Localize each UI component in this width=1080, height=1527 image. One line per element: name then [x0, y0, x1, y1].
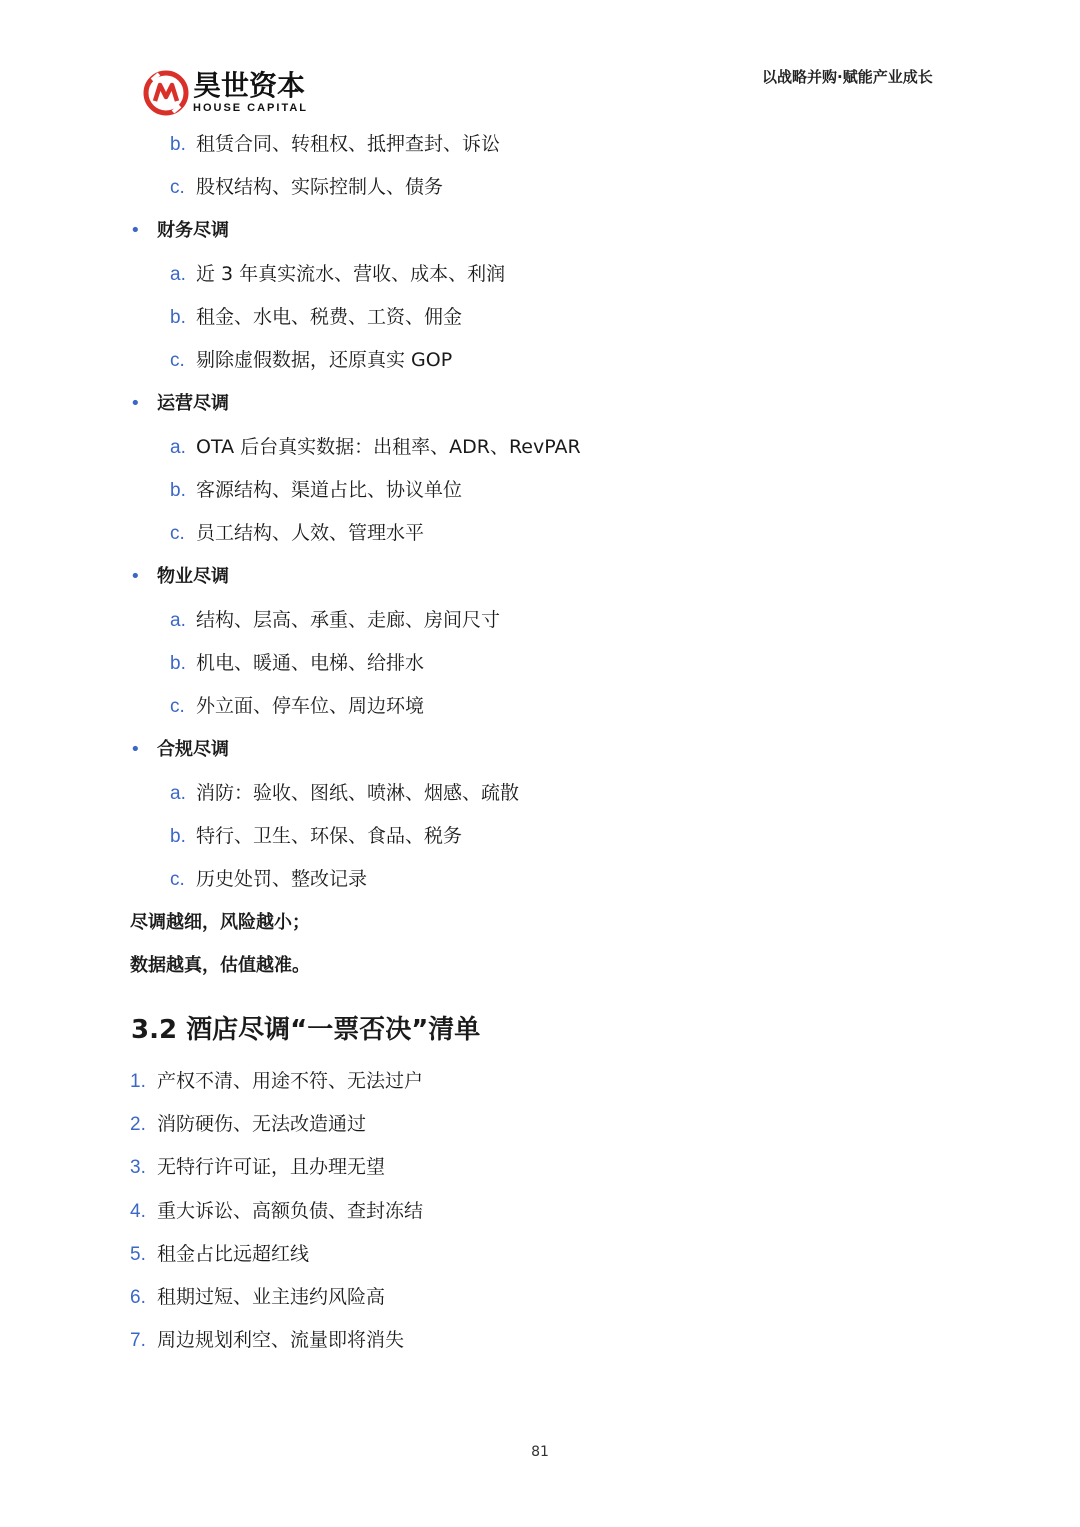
numbered-item: 7. 周边规划利空、流量即将消失	[130, 1329, 405, 1351]
list-item: a. 消防：验收、图纸、喷淋、烟感、疏散	[170, 782, 520, 804]
numbered-item: 4. 重大诉讼、高额负债、查封冻结	[130, 1200, 424, 1222]
list-item: c. 剔除虚假数据，还原真实 GOP	[170, 349, 453, 371]
section-heading-property: • 物业尽调	[130, 566, 229, 587]
section-heading-veto-list: 3.2 酒店尽调“一票否决”清单	[131, 1015, 481, 1045]
list-item: b. 租金、水电、税费、工资、佣金	[170, 306, 463, 328]
list-item: a. 结构、层高、承重、走廊、房间尺寸	[170, 609, 501, 631]
conclusion-line-1: 尽调越细，风险越小；	[130, 912, 310, 933]
numbered-item: 2. 消防硬伤、无法改造通过	[130, 1113, 367, 1135]
bullet-icon: •	[130, 566, 141, 587]
bullet-icon: •	[130, 393, 141, 414]
list-item: a. OTA 后台真实数据：出租率、ADR、RevPAR	[170, 436, 581, 458]
list-item: b. 特行、卫生、环保、食品、税务	[170, 825, 463, 847]
bullet-icon: •	[130, 220, 141, 241]
logo-english-name: HOUSE CAPITAL	[193, 102, 309, 114]
list-item	[170, 132, 500, 157]
company-logo	[143, 70, 308, 116]
list-marker: c.	[170, 177, 185, 198]
section-heading-compliance: • 合规尽调	[130, 739, 229, 760]
bullet-icon: •	[130, 739, 141, 760]
logo-chinese-name: 昊世资本	[193, 69, 306, 102]
list-item-text: 租赁合同、转租权、抵押查封、诉讼	[196, 133, 501, 155]
header-slogan: 以战略并购·赋能产业成长	[762, 68, 933, 86]
list-item: b. 机电、暖通、电梯、给排水	[170, 652, 425, 674]
list-item: c. 历史处罚、整改记录	[170, 868, 368, 890]
list-item-text: 股权结构、实际控制人、债务	[196, 176, 444, 198]
page-number: 81	[531, 1444, 549, 1460]
numbered-item: 3. 无特行许可证，且办理无望	[130, 1156, 386, 1178]
section-heading-operations: • 运营尽调	[130, 393, 229, 414]
list-marker: b.	[170, 134, 186, 155]
conclusion-line-2: 数据越真，估值越准。	[130, 955, 310, 976]
list-item: b. 客源结构、渠道占比、协议单位	[170, 479, 463, 501]
numbered-item: 1. 产权不清、用途不符、无法过户	[130, 1070, 424, 1092]
list-item: c. 员工结构、人效、管理水平	[170, 522, 425, 544]
list-item	[170, 175, 443, 200]
section-heading-financial: • 财务尽调	[130, 220, 229, 241]
page-header	[0, 0, 1080, 130]
numbered-item: 6. 租期过短、业主违约风险高	[130, 1286, 386, 1308]
numbered-item: 5. 租金占比远超红线	[130, 1243, 310, 1265]
logo-mark-icon	[143, 70, 189, 116]
list-item: a. 近 3 年真实流水、营收、成本、利润	[170, 263, 506, 285]
list-item: c. 外立面、停车位、周边环境	[170, 695, 425, 717]
